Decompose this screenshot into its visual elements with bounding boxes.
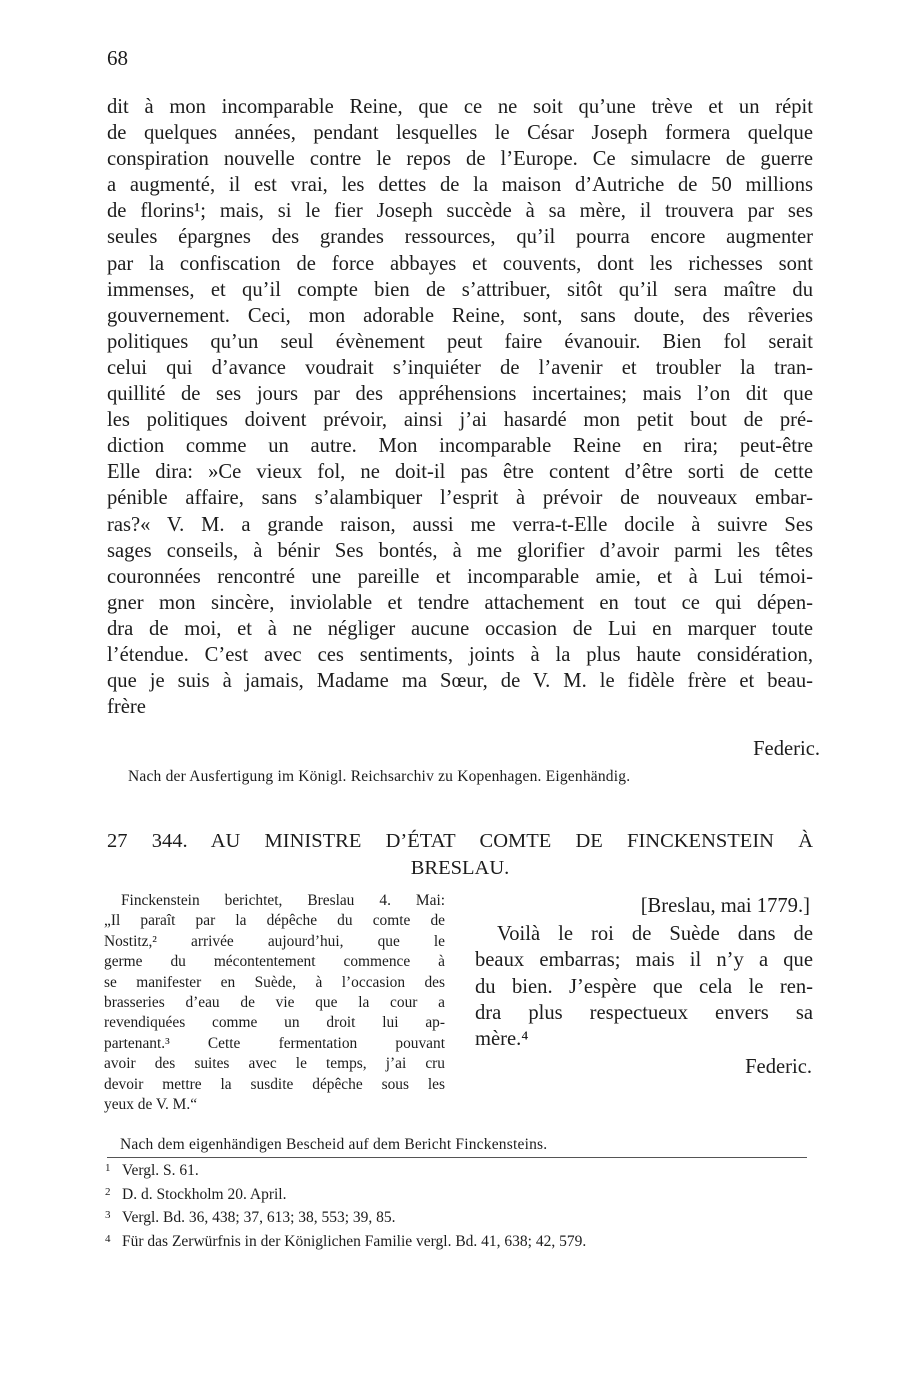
body-line: diction comme un autre. Mon incomparable Reine en rira; peut-être	[107, 435, 813, 458]
signature: Federic.	[745, 1056, 812, 1078]
body-line: que je suis à jamais, Madame ma Sœur, de V. M. le fidèle frère et beau-	[107, 670, 813, 693]
signature: Federic.	[753, 738, 820, 760]
body-line: frère	[107, 696, 146, 719]
footnote	[105, 1229, 586, 1253]
footnote-text: Vergl. Bd. 36, 438; 37, 613; 38, 553; 39, 85.	[122, 1209, 396, 1226]
excerpt-line: se manifester en Suède, à l’occasion des	[104, 973, 445, 991]
letter-body	[107, 94, 813, 720]
footnote-mark: 3	[105, 1209, 111, 1221]
body-line: de florins¹; mais, si le fier Joseph succède à sa mère, il trouvera par ses	[107, 200, 813, 223]
reply-line: dra plus respectueux envers sa	[475, 1001, 813, 1024]
footnote-mark: 1	[105, 1162, 111, 1174]
letter-heading	[107, 828, 813, 882]
body-line: sages conseils, à bénir Ses bontés, à me glorifier d’avoir parmi les têtes	[107, 539, 813, 562]
excerpt-line: Nostitz,² arrivée aujourd’hui, que le	[104, 932, 445, 950]
body-line: dra de moi, et à ne négliger aucune occasion de Lui en marquer toute	[107, 617, 813, 640]
source-note: Nach der Ausfertigung im Königl. Reichsarchiv zu Kopenhagen. Eigenhändig.	[128, 768, 631, 785]
heading-line: BRESLAU.	[410, 857, 510, 879]
reply-line: beaux embarras; mais il n’y a que	[475, 949, 813, 972]
footnote-mark: 4	[105, 1232, 111, 1245]
footnote-text: D. d. Stockholm 20. April.	[122, 1185, 287, 1203]
body-line: politiques qu’un seul évènement peut faire évanouir. Bien fol serait	[107, 330, 813, 353]
body-line: les politiques doivent prévoir, ainsi j’ai hasardé mon petit bout de pré-	[107, 409, 813, 432]
body-line: gouvernement. Ceci, mon adorable Reine, sont, sans doute, des rêveries	[107, 304, 813, 327]
reply-line: mère.⁴	[475, 1028, 529, 1051]
footnote	[105, 1205, 586, 1229]
body-line: immenses, et qu’il compte bien de s’attribuer, sitôt qu’il sera maître du	[107, 278, 813, 301]
body-line: celui qui d’avance voudrait s’inquiéter de l’avenir et troubler la tran-	[107, 356, 813, 379]
excerpt-line: revendiquées comme un droit lui ap-	[104, 1014, 445, 1032]
excerpt-line: partenant.³ Cette fermentation pouvant	[104, 1034, 445, 1052]
excerpt-line: devoir mettre la susdite dépêche sous les	[104, 1075, 445, 1093]
body-line: couronnées rencontré une pareille et incomparable amie, et à Lui témoi-	[107, 565, 813, 588]
reply-line: Voilà le roi de Suède dans de	[497, 923, 813, 945]
excerpt-line: „Il paraît par la dépêche du comte de	[104, 912, 445, 930]
excerpt-line: germe du mécontentement commence à	[104, 953, 445, 971]
body-line: Elle dira: »Ce vieux fol, ne doit-il pas être content d’être sorti de cette	[107, 461, 813, 484]
reply-text	[475, 921, 813, 1052]
body-line: gner mon sincère, inviolable et tendre attachement en tout ce qui dépen-	[107, 591, 813, 614]
excerpt-line: Finckenstein berichtet, Breslau 4. Mai:	[121, 892, 445, 909]
footnotes	[105, 1158, 586, 1252]
body-line: de quelques années, pendant lesquelles le César Joseph formera quelque	[107, 122, 813, 145]
body-line: ras?« V. M. a grande raison, aussi me verra-t-Elle docile à suivre Ses	[107, 513, 813, 536]
source-note: Nach dem eigenhändigen Bescheid auf dem Bericht Finckensteins.	[120, 1136, 548, 1153]
excerpt-line: yeux de V. M.“	[104, 1096, 198, 1114]
footnote-text: Für das Zerwürfnis in der Königlichen Familie vergl. Bd. 41, 638; 42, 579.	[122, 1232, 587, 1250]
footnote-mark: 2	[105, 1185, 111, 1198]
body-line: par la confiscation de force abbayes et couvents, dont les richesses sont	[107, 252, 813, 275]
heading-line: 27 344. AU MINISTRE D’ÉTAT COMTE DE FINCKENSTEIN À	[107, 830, 813, 852]
body-line: a augmenté, il est vrai, les dettes de la maison d’Autriche de 50 millions	[107, 174, 813, 197]
body-line: pénible affaire, sans s’alambiquer l’esprit à prévoir de nouveaux embar-	[107, 487, 813, 510]
report-excerpt	[104, 891, 445, 1115]
page-number: 68	[107, 46, 128, 70]
reply-line: du bien. J’espère que cela le ren-	[475, 975, 813, 998]
body-line: conspiration nouvelle contre le repos de l’Europe. Ce simulacre de guerre	[107, 148, 813, 171]
excerpt-line: brasseries d’eau de vie que la cour a	[104, 994, 445, 1012]
excerpt-line: avoir des suites avec le temps, j’ai cru	[104, 1055, 445, 1073]
body-line: l’étendue. C’est avec ces sentiments, joints à la plus haute considération,	[107, 643, 813, 666]
body-line: quillité de ses jours par des appréhensions incertaines; mais l’on dit que	[107, 383, 813, 406]
footnote	[105, 1158, 586, 1182]
footnote	[105, 1182, 586, 1206]
body-line: seules épargnes des grandes ressources, qu’il pourra encore augmenter	[107, 226, 813, 249]
body-line: dit à mon incomparable Reine, que ce ne soit qu’une trève et un répit	[107, 96, 813, 118]
letter-date: [Breslau, mai 1779.]	[640, 895, 810, 917]
footnote-text: Vergl. S. 61.	[122, 1162, 199, 1179]
